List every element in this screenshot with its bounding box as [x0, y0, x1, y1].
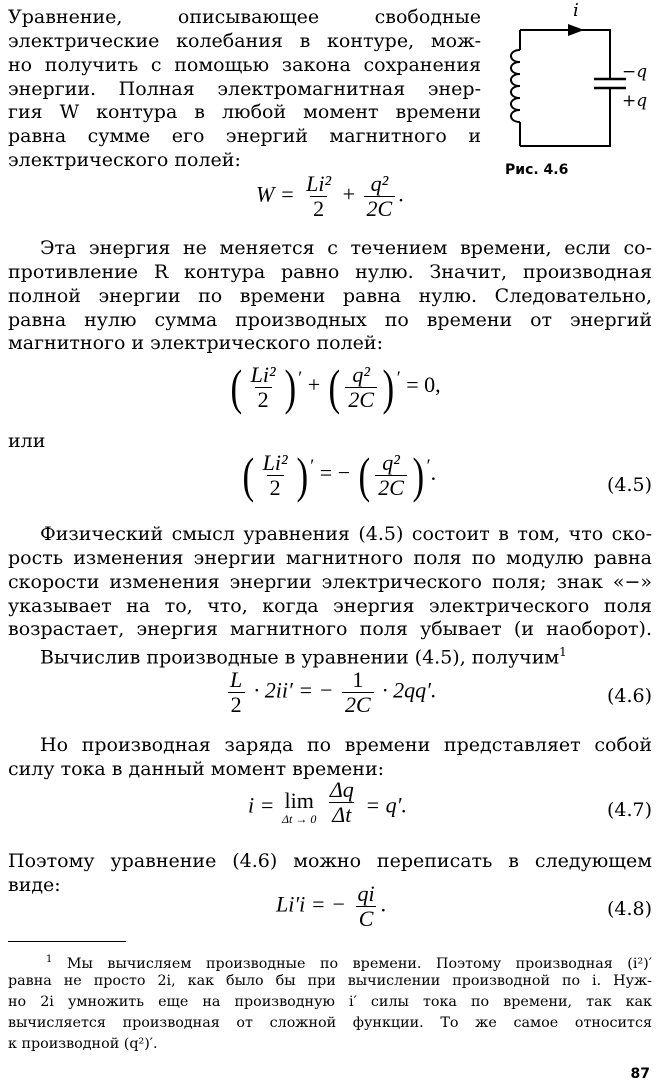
lim-word: lim	[284, 787, 314, 813]
numerator: Li²	[250, 361, 276, 387]
denominator: 2	[255, 387, 272, 412]
left-paren: (	[358, 447, 370, 503]
right-paren: )	[296, 447, 308, 503]
numerator: q²	[382, 449, 400, 475]
eq-lhs: Li′i = −	[276, 891, 346, 917]
text-line: электрические колебания в контуре, мож-	[8, 30, 481, 52]
fraction	[345, 363, 377, 412]
fraction	[260, 451, 291, 500]
plus-sign: +	[342, 181, 356, 207]
numerator: L	[230, 667, 243, 692]
denominator: Δt	[329, 802, 354, 827]
text-line: виде:	[8, 874, 61, 896]
word-or: или	[8, 430, 46, 452]
left-paren: (	[230, 359, 243, 415]
denominator: C	[356, 906, 377, 931]
equation-number: (4.6)	[606, 685, 652, 707]
equation-4-8	[276, 882, 386, 931]
numerator: Δq	[329, 777, 354, 802]
text-line: рость изменения энергии магнитного поля по модулю равна	[8, 547, 652, 569]
text-line: но получить с помощью закона сохранения	[8, 54, 481, 76]
eq-rhs: = 0,	[406, 372, 441, 398]
equation-4-7	[248, 777, 407, 827]
prime: ′	[426, 455, 431, 476]
denominator: 2	[310, 196, 327, 221]
equation-number: (4.8)	[606, 898, 652, 920]
text-line: противление R контура равно нулю. Значит, производная	[8, 261, 652, 283]
text-line: равна нулю сумма производных по времени от энергий	[8, 309, 652, 331]
prime: ′	[396, 367, 401, 388]
denominator: 2C	[375, 475, 407, 500]
text-line: возрастает, энергия магнитного поля убывает (и наоборот).	[8, 618, 652, 640]
footnote-text: Мы вычисляем производные по времени. Поэтому производная (i²)′	[66, 955, 652, 972]
plus-charge-label: +q	[622, 91, 648, 111]
text-line: Поэтому уравнение (4.6) можно переписать в следующем	[8, 850, 652, 872]
circuit-figure	[500, 0, 656, 185]
fraction	[248, 363, 279, 412]
page-number: 87	[630, 1066, 650, 1082]
denominator: 2C	[342, 692, 374, 717]
text-span: Вычислив производные в уравнении (4.5), получим	[40, 646, 560, 669]
footnote-line: но 2i умножить еще на производную i′ силы тока по времени, так как	[8, 994, 652, 1010]
text-line: Эта энергия не меняется с течением времени, если со-	[40, 237, 652, 259]
period: .	[380, 891, 387, 917]
figure-caption: Рис. 4.6	[505, 162, 569, 178]
numerator: Li²	[306, 171, 332, 196]
prime: ′	[310, 455, 315, 476]
text-line: электрического полей:	[8, 149, 241, 171]
text-line: гия W контура в любой момент времени	[8, 101, 481, 123]
equals-minus: = −	[319, 460, 351, 486]
text-line: энергии. Полная электромагнитная энер-	[8, 78, 481, 100]
right-paren: )	[284, 359, 296, 415]
text-line: указывает на то, что, когда энергия электрического поля	[8, 595, 652, 617]
current-label: i	[573, 0, 579, 21]
text-line: магнитного и электрического полей:	[8, 332, 383, 354]
plus-sign: +	[307, 372, 321, 398]
denominator: 2C	[345, 387, 377, 412]
text-line: силу тока в данный момент времени:	[8, 758, 385, 780]
period: .	[430, 460, 437, 486]
denominator: 2	[228, 692, 245, 717]
fraction	[227, 668, 245, 717]
lim-subscript: Δt → 0	[281, 811, 317, 826]
fraction	[354, 882, 377, 931]
text-line: Но производная заряда по времени представляет собой	[40, 734, 652, 756]
left-paren: (	[242, 447, 255, 503]
limit	[281, 787, 317, 826]
equation-4-5	[240, 447, 437, 503]
fraction	[364, 172, 396, 221]
denominator: 2C	[364, 196, 396, 221]
footnote-line: равна не просто 2i, как было бы при вычислении производной по i. Нуж-	[8, 973, 652, 989]
equation-4-6	[224, 668, 436, 717]
numerator: q²	[352, 361, 370, 387]
text-line: Уравнение, описывающее свободные	[8, 6, 481, 28]
right-paren: )	[412, 447, 425, 503]
text-line: полной энергии по времени равна нулю. Следовательно,	[8, 285, 652, 307]
equation-energy	[256, 172, 404, 221]
prime: ′	[298, 367, 303, 388]
equation-number: (4.7)	[606, 799, 652, 821]
footnote-line: к производной (q²)′.	[8, 1036, 158, 1052]
text-line: равна сумме его энергий магнитного и	[8, 125, 481, 147]
eq-middle: · 2ii′ = −	[253, 677, 334, 703]
footnote-line: вычисляется производная от сложной функции. То же самое относится	[8, 1015, 652, 1031]
fraction	[303, 172, 334, 221]
text-line: Физический смысл уравнения (4.5) состоит в том, что ско-	[40, 523, 652, 545]
denominator: 2	[267, 475, 284, 500]
text-line: скорости изменения энергии электрического поля; знак «−»	[8, 571, 652, 593]
numerator: qi	[357, 881, 375, 906]
equation-number: (4.5)	[606, 474, 652, 496]
text-line	[40, 641, 567, 668]
numerator: Li²	[262, 449, 288, 475]
eq-lhs: i =	[248, 792, 275, 818]
footnote-ref: 1	[559, 645, 567, 659]
numerator: 1	[352, 667, 364, 692]
fraction	[327, 778, 357, 827]
eq-lhs: W =	[256, 181, 295, 207]
fraction	[342, 668, 374, 717]
fraction	[375, 451, 407, 500]
equation-derivative-sum	[228, 359, 441, 415]
footnote-mark: 1	[46, 954, 53, 965]
numerator: q²	[370, 171, 389, 196]
footnote-rule	[8, 941, 126, 942]
right-paren: )	[382, 359, 395, 415]
minus-charge-label: −q	[622, 62, 648, 82]
period: .	[398, 181, 404, 207]
eq-end: · 2qq′.	[382, 677, 437, 703]
left-paren: (	[328, 359, 340, 415]
eq-end: = q′.	[365, 792, 407, 818]
